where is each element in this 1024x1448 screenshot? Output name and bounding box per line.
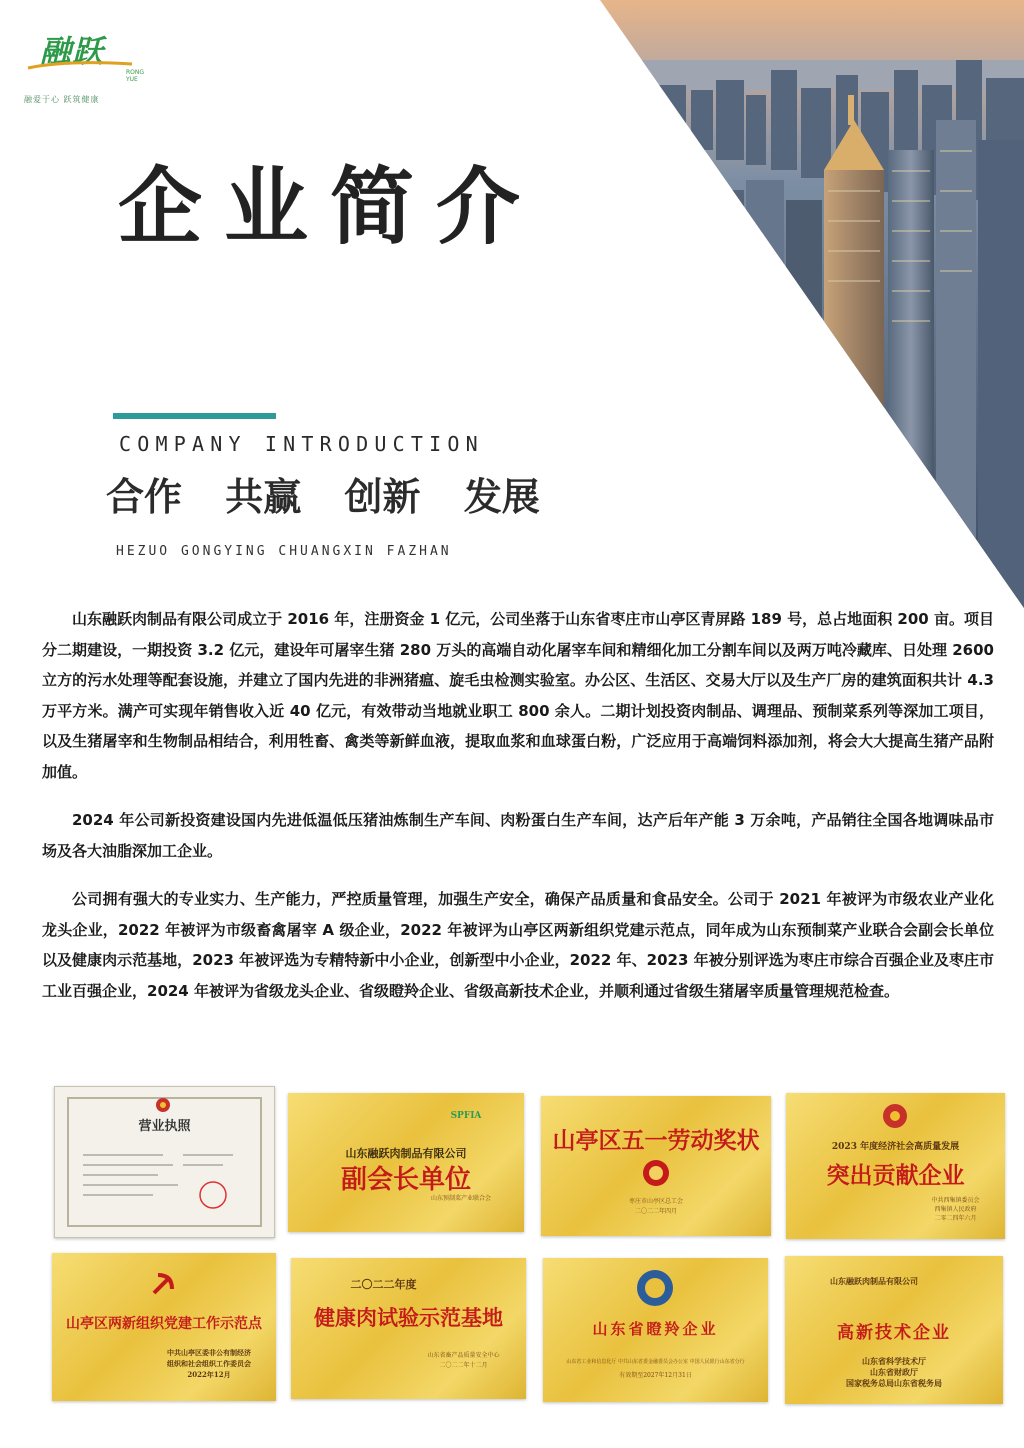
national-emblem-icon (882, 1103, 908, 1129)
english-title: COMPANY INTRODUCTION (119, 432, 484, 456)
company-description (42, 604, 994, 1024)
slogan-pinyin: HEZUO GONGYING CHUANGXIN FAZHAN (116, 544, 452, 559)
plaque-issuer: 山东省财政厅 (870, 1367, 918, 1377)
page-title: 企业简介 (118, 158, 543, 256)
paragraph: 2024 年公司新投资建设国内先进低温低压猪油炼制生产车间、肉粉蛋白生产车间，达产后年产能 3 万余吨，产品销往全国各地调味品市场及各大油脂深加工企业。 (42, 811, 994, 860)
plaque-title: 高新技术企业 (837, 1323, 951, 1343)
plaque-title: 副会长单位 (340, 1165, 471, 1195)
paragraph: 公司拥有强大的专业实力、生产能力，严控质量管理，加强生产安全，确保产品质量和食品安全。公司于 2021 年被评为市级农业产业化龙头企业，2022 年被评为市级畜禽屠宰 A 级企业，2022 年被评为山亭区两新组织党建示范点，同年成为山东预制菜产业联合会副会长单位以及健康肉示范基地，2023 年被评选为专精特新中小企业，创新型中小企业，2022 年、2023 年被分别评选为枣庄市综合百强企业及枣庄市工业百强企业，2024 年被评为省级龙头企业、省级瞪羚企业、省级高新技术企业，并顺利通过省级生猪屠宰质量管理规范检查。 (42, 890, 994, 1000)
logo-slogan: 融爱于心 跃筑健康 (24, 95, 100, 104)
plaque-issuer: 山东预制菜产业联合会 (430, 1195, 491, 1202)
plaque-issuer: 山东省科学技术厅 (862, 1356, 926, 1366)
plaque-title: 健康肉试验示范基地 (314, 1305, 503, 1330)
spfia-logo: SPFIA (450, 1111, 482, 1121)
plaque-issuer: 中共山亭区委非公有制经济 (167, 1348, 251, 1357)
party-building-demo-plaque (52, 1253, 276, 1401)
plaque-validity: 有效期至2027年12月31日 (619, 1372, 692, 1379)
plaque-company: 山东融跃肉制品有限公司 (830, 1276, 918, 1286)
plaque-issuer: 中共西集镇委员会 (931, 1197, 980, 1204)
plaque-issuer: 组织和社会组织工作委员会 (167, 1359, 251, 1368)
accent-bar (113, 413, 276, 419)
slogan-word: 发展 (463, 475, 540, 519)
plaque-issuer: 山东省工业和信息化厅 中共山东省委金融委员会办公室 中国人民银行山东省分行 (566, 1359, 745, 1365)
logo-subtitle: RONG YUE (126, 69, 145, 83)
outstanding-contribution-plaque (786, 1093, 1005, 1239)
license-text-lines (83, 1147, 243, 1217)
high-tech-enterprise-plaque (785, 1256, 1003, 1404)
plaque-title: 山亭区五一劳动奖状 (552, 1127, 760, 1154)
plaque-subtitle: 2023 年度经济社会高质量发展 (831, 1142, 960, 1152)
plaque-issuer: 枣庄市山亭区总工会 (628, 1198, 683, 1205)
trade-union-emblem-icon (641, 1158, 671, 1188)
party-emblem-icon (148, 1269, 178, 1299)
may-day-labor-award-plaque (541, 1096, 771, 1236)
plaque-title: 山东省瞪羚企业 (592, 1320, 719, 1338)
national-emblem-icon (155, 1097, 171, 1113)
plaque-date: 二〇二二年十二月 (439, 1362, 488, 1369)
plaque-year: 二〇二二年度 (350, 1278, 417, 1291)
brand-logo (22, 22, 152, 104)
shandong-emblem-icon (635, 1268, 675, 1308)
logo-wordmark: 融跃 (40, 34, 104, 70)
slogan-word: 合作 (106, 475, 183, 519)
slogan-word: 创新 (344, 475, 421, 519)
plaque-date: 二零二四年六月 (934, 1215, 977, 1222)
vice-president-unit-plaque (288, 1093, 524, 1232)
plaque-company: 山东融跃肉制品有限公司 (345, 1147, 467, 1160)
slogan-word: 共赢 (225, 475, 302, 519)
healthy-meat-base-plaque (291, 1258, 526, 1399)
license-title: 营业执照 (138, 1119, 191, 1134)
business-license-certificate (54, 1086, 275, 1238)
plaque-title: 山亭区两新组织党建工作示范点 (66, 1316, 262, 1332)
plaque-issuer: 山东省畜产品质量安全中心 (427, 1352, 500, 1359)
logo-swoosh-icon (26, 58, 136, 72)
gazelle-enterprise-plaque (543, 1258, 768, 1402)
city-skyline-image (596, 0, 1024, 610)
plaque-issuer: 西集镇人民政府 (934, 1206, 977, 1213)
plaque-date: 二〇二二年四月 (634, 1208, 677, 1215)
plaque-title: 突出贡献企业 (826, 1162, 965, 1189)
plaque-issuer: 国家税务总局山东省税务局 (846, 1378, 942, 1388)
plaque-date: 2022年12月 (187, 1370, 231, 1379)
paragraph: 山东融跃肉制品有限公司成立于 2016 年，注册资金 1 亿元，公司坐落于山东省枣庄市山亭区青屏路 189 号，总占地面积 200 亩。项目分二期建设，一期投资 3.2 亿元，建设年可屠宰生猪 280 万头的高端自动化屠宰车间和精细化加工分割车间以及两万吨冷藏库、日处理 2600 立方的污水处理等配套设施，并建立了国内先进的非洲猪瘟、旋毛虫检测实验室。办公区、生活区、交易大厅以及生产厂房的建筑面积共计 4.3 万平方米。满产可实现年销售收入近 40 亿元，有效带动当地就业职工 800 余人。二期计划投资肉制品、调理品、预制菜系列等深加工项目，以及生猪屠宰和生物制品相结合，利用牲畜、禽类等新鲜血液，提取血浆和血球蛋白粉，广泛应用于高端饲料添加剂，将会大大提高生猪产品附加值。 (42, 610, 994, 781)
slogan (106, 466, 570, 521)
